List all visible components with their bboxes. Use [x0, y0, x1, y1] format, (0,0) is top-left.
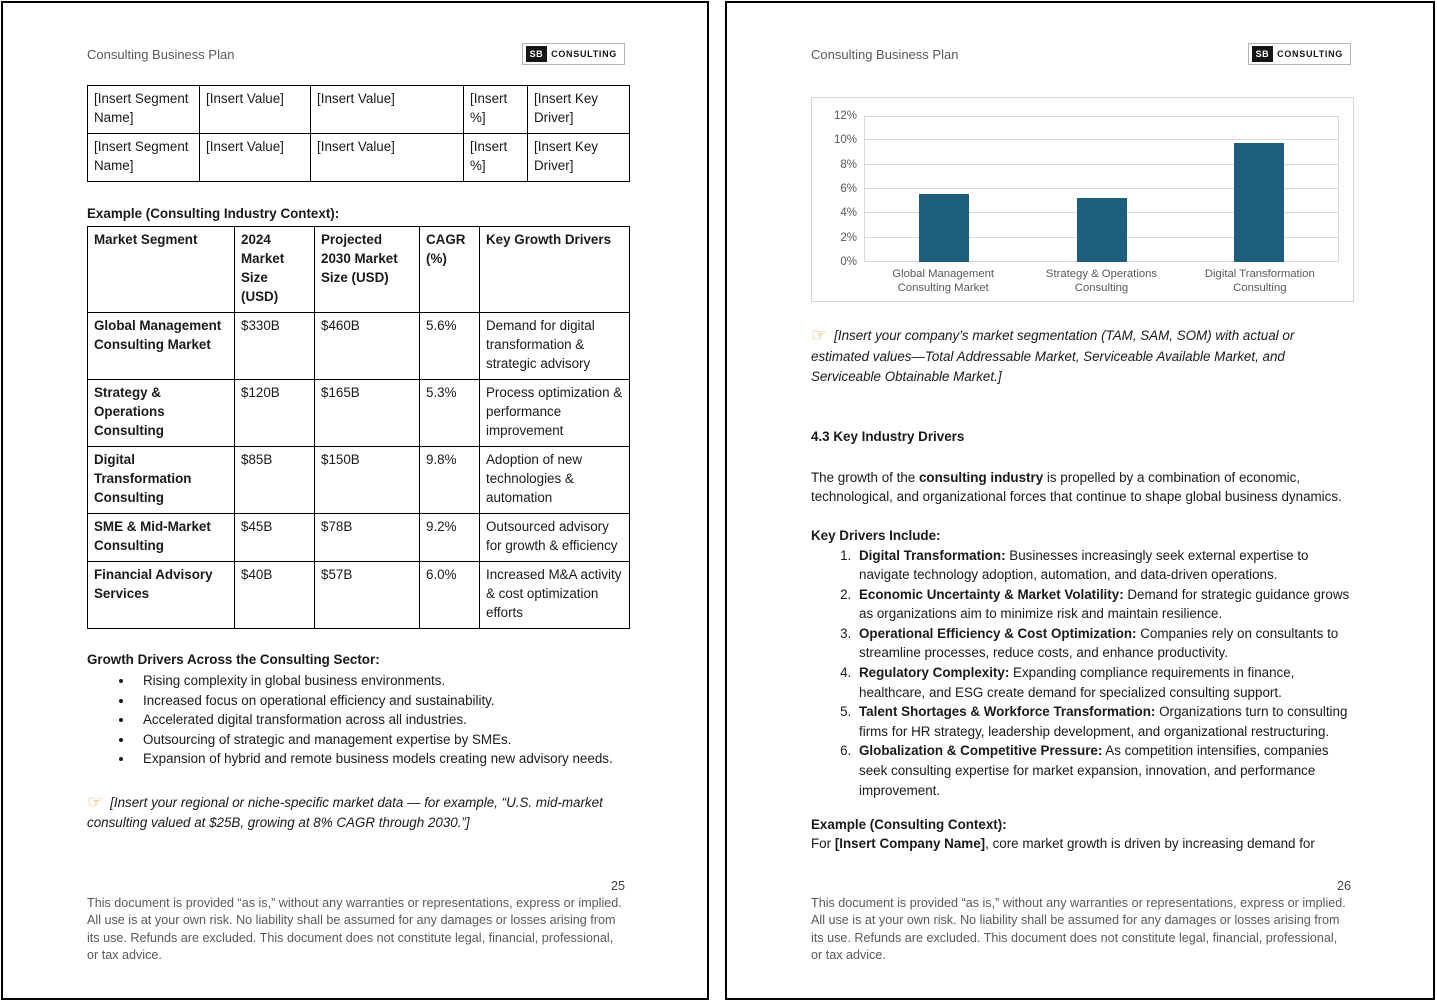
bar-slot	[1023, 116, 1181, 262]
bullet-item: • Expansion of hybrid and remote business models creating new advisory needs.	[134, 749, 625, 769]
company-name-placeholder: [Insert Company Name]	[834, 836, 986, 852]
driver-title: Globalization & Competitive Pressure:	[859, 743, 1103, 759]
driver-item	[855, 546, 1355, 585]
x-axis-category-label: Strategy & Operations Consulting	[1045, 268, 1158, 294]
key-drivers-list	[811, 546, 1355, 801]
table-row	[88, 447, 630, 514]
example-text: For	[811, 836, 835, 852]
column-header: CAGR (%)	[420, 227, 480, 313]
table-cell: $78B	[315, 514, 420, 562]
y-axis-tick-label: 2%	[840, 231, 857, 244]
table-cell: [Insert Value]	[311, 134, 464, 182]
table-cell: $460B	[315, 313, 420, 380]
page-number: 26	[1336, 878, 1351, 893]
table-cell: $165B	[315, 380, 420, 447]
table-row	[88, 514, 630, 562]
x-axis-category-label: Digital Transformation Consulting	[1204, 268, 1315, 294]
intro-text: is propelled by a combination of economic, technological, and organizational forces that continue to shape global business dynamics.	[811, 469, 1342, 504]
table-cell: [Insert Key Driver]	[528, 86, 630, 134]
y-axis-tick-label: 4%	[840, 207, 857, 220]
bullet-item: • Rising complexity in global business environments.	[134, 671, 625, 691]
driver-text: Organizations turn to consulting firms for HR strategy, leadership development, and organizational restructuring.	[859, 704, 1348, 739]
example-text: , core market growth is driven by increasing demand for	[985, 836, 1315, 852]
table-cell: [Insert %]	[464, 134, 528, 182]
chart-categories	[864, 267, 1339, 295]
growth-drivers-list	[87, 671, 625, 769]
section-heading-4-3: 4.3 Key Industry Drivers	[811, 428, 965, 444]
table-cell: Increased M&A activity & cost optimization efforts	[480, 562, 630, 629]
table-cell: 5.3%	[420, 380, 480, 447]
chart-plot	[833, 110, 1339, 268]
table-cell: 9.2%	[420, 514, 480, 562]
page-25	[1, 1, 709, 1000]
bullet-item: • Accelerated digital transformation across all industries.	[134, 710, 625, 730]
table-cell: 5.6%	[420, 313, 480, 380]
industry-growth-paragraph	[811, 468, 1355, 507]
table-cell: Demand for digital transformation & strategic advisory	[480, 313, 630, 380]
bar-slot	[865, 116, 1023, 262]
table-cell: SME & Mid-Market Consulting	[88, 514, 235, 562]
table-cell: Adoption of new technologies & automation	[480, 447, 630, 514]
driver-item	[855, 624, 1355, 663]
table-cell: Strategy & Operations Consulting	[88, 380, 235, 447]
driver-item	[855, 702, 1355, 741]
table-cell: $120B	[235, 380, 315, 447]
driver-item	[855, 663, 1355, 702]
chart-bar	[1077, 198, 1127, 262]
example-industry-heading: Example (Consulting Industry Context):	[87, 206, 340, 221]
cagr-bar-chart	[811, 97, 1354, 302]
y-axis-tick-label: 10%	[833, 134, 857, 147]
driver-title: Digital Transformation:	[859, 547, 1006, 563]
table-cell: $85B	[235, 447, 315, 514]
table-cell: $330B	[235, 313, 315, 380]
table-cell: $45B	[235, 514, 315, 562]
chart-bar	[1234, 143, 1284, 262]
page-number: 25	[610, 878, 625, 893]
market-table-body	[88, 313, 630, 629]
market-table-header-row	[88, 227, 630, 313]
table-cell: [Insert Segment Name]	[88, 134, 200, 182]
column-header: 2024 Market Size (USD)	[235, 227, 315, 313]
segmentation-note-text: [Insert your company’s market segmentation (TAM, SAM, SOM) with actual or estimated values—Total Addressable Market, Serviceable Available Market, and Serviceable Obtainable Market.]	[811, 328, 1295, 384]
table-cell: $40B	[235, 562, 315, 629]
disclaimer-text: This document is provided “as is,” without any warranties or representations, express or implied. All use is at your own risk. No liability shall be assumed for any damages or losses arising from its use. Refunds are excluded. This document does not constitute legal, financial, professional, or tax advice.	[87, 895, 622, 963]
y-axis-tick-label: 0%	[840, 256, 857, 268]
placeholder-table	[87, 85, 630, 182]
header-title: Consulting Business Plan	[811, 47, 959, 62]
table-cell: [Insert Key Driver]	[528, 134, 630, 182]
logo-wordmark: CONSULTING	[551, 49, 617, 59]
driver-text: Demand for strategic guidance grows as organizations aim to minimize risk and maintain resilience.	[859, 586, 1350, 622]
table-cell: 9.8%	[420, 447, 480, 514]
chart-bars	[865, 116, 1338, 262]
table-cell: [Insert Segment Name]	[88, 86, 200, 134]
example-context-line	[811, 834, 1351, 854]
driver-text: As competition intensifies, companies seek consulting expertise for market expansion, innovation, and performance improvement.	[859, 743, 1329, 798]
table-cell: Digital Transformation Consulting	[88, 447, 235, 514]
table-row	[88, 86, 630, 134]
driver-title: Economic Uncertainty & Market Volatility:	[859, 586, 1124, 602]
bullet-item: • Increased focus on operational efficiency and sustainability.	[134, 691, 625, 711]
table-cell: $57B	[315, 562, 420, 629]
page-footer	[87, 879, 625, 965]
table-cell: Global Management Consulting Market	[88, 313, 235, 380]
intro-bold-text: consulting industry	[918, 469, 1044, 485]
table-row	[88, 313, 630, 380]
growth-drivers-heading: Growth Drivers Across the Consulting Sector:	[87, 652, 380, 667]
table-row	[88, 134, 630, 182]
driver-title: Regulatory Complexity:	[859, 665, 1010, 681]
driver-text: Businesses increasingly seek external expertise to navigate technology adoption, automation, and data-driven operations.	[859, 547, 1309, 583]
x-axis-category-label: Global Management Consulting Market	[892, 268, 995, 294]
y-axis-tick-label: 6%	[840, 183, 857, 195]
sb-consulting-logo	[1248, 43, 1351, 65]
logo-wordmark: CONSULTING	[1277, 49, 1343, 59]
table-cell: [Insert %]	[464, 86, 528, 134]
table-cell: Financial Advisory Services	[88, 562, 235, 629]
segmentation-note	[811, 325, 1351, 388]
table-cell: [Insert Value]	[200, 86, 311, 134]
y-axis-tick-label: 12%	[833, 110, 857, 122]
placeholder-table-body	[88, 86, 630, 182]
page-footer	[811, 879, 1351, 965]
page-header	[87, 43, 625, 65]
disclaimer-text: This document is provided “as is,” without any warranties or representations, express or implied. All use is at your own risk. No liability shall be assumed for any damages or losses arising from its use. Refunds are excluded. This document does not constitute legal, financial, professional, or tax advice.	[811, 895, 1346, 963]
column-header: Projected 2030 Market Size (USD)	[315, 227, 420, 313]
pointing-hand-icon: ☞	[87, 791, 104, 812]
driver-text: Expanding compliance requirements in finance, healthcare, and ESG create demand for specialized consulting support.	[859, 665, 1295, 700]
market-segment-table	[87, 226, 630, 629]
intro-text: The growth of the	[811, 469, 919, 485]
regional-data-note	[87, 792, 625, 834]
table-row	[88, 380, 630, 447]
driver-item	[855, 741, 1355, 800]
table-cell: Outsourced advisory for growth & efficiency	[480, 514, 630, 562]
driver-text: Companies rely on consultants to streamline processes, reduce costs, and enhance productivity.	[859, 625, 1339, 661]
bar-slot	[1180, 116, 1338, 262]
example-context-heading: Example (Consulting Context):	[811, 817, 1007, 833]
pointing-hand-icon: ☞	[811, 325, 828, 345]
y-axis-tick-label: 8%	[840, 158, 857, 171]
page-26	[725, 1, 1435, 1000]
table-cell: [Insert Value]	[311, 86, 464, 134]
table-row	[88, 562, 630, 629]
page-header	[811, 43, 1351, 65]
header-title: Consulting Business Plan	[87, 47, 235, 62]
column-header: Key Growth Drivers	[480, 227, 630, 313]
table-cell: [Insert Value]	[200, 134, 311, 182]
table-cell: 6.0%	[420, 562, 480, 629]
chart-bar	[919, 194, 969, 262]
driver-title: Talent Shortages & Workforce Transformation:	[859, 704, 1156, 720]
regional-data-note-text: [Insert your regional or niche-specific market data — for example, “U.S. mid-market consulting valued at $25B, growing at 8% CAGR through 2030.”]	[87, 794, 603, 831]
logo-sb-mark: SB	[526, 46, 548, 62]
sb-consulting-logo	[522, 43, 625, 65]
table-cell: Process optimization & performance improvement	[480, 380, 630, 447]
driver-item	[855, 585, 1355, 624]
driver-title: Operational Efficiency & Cost Optimization:	[859, 625, 1137, 641]
logo-sb-mark: SB	[1252, 46, 1274, 62]
table-cell: $150B	[315, 447, 420, 514]
bullet-item: • Outsourcing of strategic and management expertise by SMEs.	[134, 730, 625, 750]
key-drivers-heading: Key Drivers Include:	[811, 527, 941, 543]
column-header: Market Segment	[88, 227, 235, 313]
